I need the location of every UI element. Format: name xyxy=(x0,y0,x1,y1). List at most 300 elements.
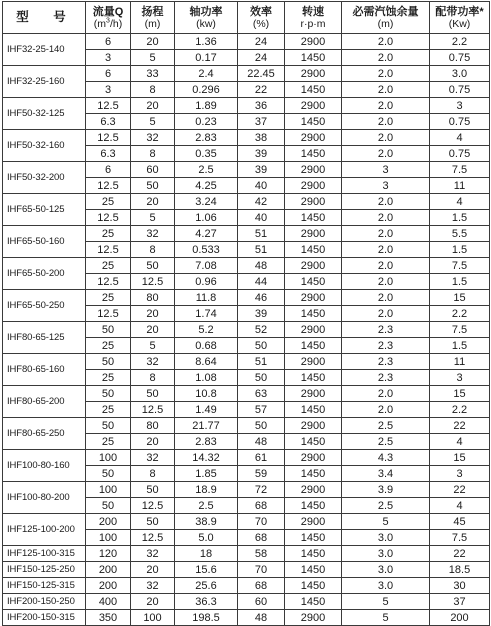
power-cell: 14.32 xyxy=(175,450,238,466)
flow-cell: 50 xyxy=(86,498,131,514)
motor-power-cell: 7.5 xyxy=(430,258,490,274)
head-cell: 32 xyxy=(131,546,175,562)
speed-cell: 1450 xyxy=(285,210,342,226)
flow-cell: 12.5 xyxy=(86,130,131,146)
table-row xyxy=(3,322,490,338)
power-cell: 1.74 xyxy=(175,306,238,322)
npsh-cell: 2.0 xyxy=(342,130,430,146)
speed-cell: 1450 xyxy=(285,578,342,594)
speed-cell: 1450 xyxy=(285,146,342,162)
head-cell: 5 xyxy=(131,210,175,226)
header-head: 扬程 (m) xyxy=(131,2,175,34)
head-cell: 5 xyxy=(131,114,175,130)
flow-cell: 100 xyxy=(86,450,131,466)
efficiency-cell: 22.45 xyxy=(238,66,285,82)
motor-power-cell: 22 xyxy=(430,418,490,434)
npsh-cell: 3.0 xyxy=(342,578,430,594)
flow-cell: 25 xyxy=(86,370,131,386)
npsh-cell: 2.0 xyxy=(342,290,430,306)
power-cell: 18.9 xyxy=(175,482,238,498)
power-cell: 8.64 xyxy=(175,354,238,370)
speed-cell: 1450 xyxy=(285,434,342,450)
motor-power-cell: 22 xyxy=(430,546,490,562)
power-cell: 11.8 xyxy=(175,290,238,306)
motor-power-cell: 2.2 xyxy=(430,402,490,418)
npsh-cell: 2.3 xyxy=(342,322,430,338)
table-row xyxy=(3,290,490,306)
speed-cell: 1450 xyxy=(285,274,342,290)
flow-cell: 25 xyxy=(86,226,131,242)
speed-cell: 2900 xyxy=(285,178,342,194)
table-row xyxy=(3,546,490,562)
table-row xyxy=(3,354,490,370)
power-cell: 2.83 xyxy=(175,434,238,450)
efficiency-cell: 48 xyxy=(238,434,285,450)
head-cell: 5 xyxy=(131,50,175,66)
speed-cell: 1450 xyxy=(285,306,342,322)
table-row xyxy=(3,562,490,578)
npsh-cell: 2.0 xyxy=(342,242,430,258)
head-cell: 20 xyxy=(131,306,175,322)
motor-power-cell: 37 xyxy=(430,594,490,610)
model-cell: IHF32-25-140 xyxy=(3,34,86,66)
model-cell: IHF80-65-125 xyxy=(3,322,86,354)
efficiency-cell: 24 xyxy=(238,50,285,66)
power-cell: 36.3 xyxy=(175,594,238,610)
npsh-cell: 5 xyxy=(342,594,430,610)
flow-cell: 3 xyxy=(86,82,131,98)
speed-cell: 2900 xyxy=(285,66,342,82)
efficiency-cell: 61 xyxy=(238,450,285,466)
npsh-cell: 3.0 xyxy=(342,546,430,562)
npsh-cell: 2.0 xyxy=(342,402,430,418)
motor-power-cell: 45 xyxy=(430,514,490,530)
table-body xyxy=(3,34,490,626)
head-cell: 20 xyxy=(131,98,175,114)
flow-cell: 6.3 xyxy=(86,146,131,162)
flow-cell: 6 xyxy=(86,34,131,50)
efficiency-cell: 42 xyxy=(238,194,285,210)
head-cell: 33 xyxy=(131,66,175,82)
flow-cell: 100 xyxy=(86,530,131,546)
npsh-cell: 2.0 xyxy=(342,34,430,50)
head-cell: 8 xyxy=(131,370,175,386)
table-row xyxy=(3,258,490,274)
npsh-cell: 2.0 xyxy=(342,274,430,290)
header-npsh: 必需汽蚀余量 (m) xyxy=(342,2,430,34)
table-row xyxy=(3,418,490,434)
head-cell: 50 xyxy=(131,482,175,498)
table-row xyxy=(3,66,490,82)
model-cell: IHF100-80-160 xyxy=(3,450,86,482)
npsh-cell: 2.0 xyxy=(342,114,430,130)
npsh-cell: 2.0 xyxy=(342,194,430,210)
table-row xyxy=(3,98,490,114)
pump-spec-table xyxy=(2,1,490,626)
power-cell: 5.0 xyxy=(175,530,238,546)
head-cell: 50 xyxy=(131,258,175,274)
efficiency-cell: 46 xyxy=(238,290,285,306)
flow-cell: 100 xyxy=(86,482,131,498)
efficiency-cell: 63 xyxy=(238,386,285,402)
efficiency-cell: 44 xyxy=(238,274,285,290)
power-cell: 10.8 xyxy=(175,386,238,402)
flow-cell: 12.5 xyxy=(86,306,131,322)
power-cell: 0.96 xyxy=(175,274,238,290)
model-cell: IHF65-50-160 xyxy=(3,226,86,258)
table-row xyxy=(3,386,490,402)
model-cell: IHF80-65-200 xyxy=(3,386,86,418)
head-cell: 80 xyxy=(131,290,175,306)
flow-cell: 12.5 xyxy=(86,210,131,226)
model-cell: IHF50-32-200 xyxy=(3,162,86,194)
motor-power-cell: 0.75 xyxy=(430,146,490,162)
flow-cell: 25 xyxy=(86,258,131,274)
flow-cell: 6.3 xyxy=(86,114,131,130)
efficiency-cell: 72 xyxy=(238,482,285,498)
motor-power-cell: 3 xyxy=(430,466,490,482)
model-cell: IHF65-50-250 xyxy=(3,290,86,322)
npsh-cell: 3.9 xyxy=(342,482,430,498)
power-cell: 15.6 xyxy=(175,562,238,578)
efficiency-cell: 48 xyxy=(238,258,285,274)
efficiency-cell: 40 xyxy=(238,210,285,226)
motor-power-cell: 5.5 xyxy=(430,226,490,242)
efficiency-cell: 70 xyxy=(238,514,285,530)
speed-cell: 2900 xyxy=(285,610,342,626)
flow-cell: 25 xyxy=(86,290,131,306)
power-cell: 38.9 xyxy=(175,514,238,530)
head-cell: 5 xyxy=(131,338,175,354)
motor-power-cell: 0.75 xyxy=(430,114,490,130)
npsh-cell: 2.0 xyxy=(342,66,430,82)
efficiency-cell: 50 xyxy=(238,370,285,386)
efficiency-cell: 68 xyxy=(238,530,285,546)
motor-power-cell: 30 xyxy=(430,578,490,594)
header-efficiency: 效率 (%) xyxy=(238,2,285,34)
flow-cell: 50 xyxy=(86,386,131,402)
power-cell: 3.24 xyxy=(175,194,238,210)
flow-cell: 25 xyxy=(86,194,131,210)
table-row xyxy=(3,482,490,498)
motor-power-cell: 2.2 xyxy=(430,306,490,322)
flow-cell: 200 xyxy=(86,578,131,594)
pump-spec-document xyxy=(2,1,489,626)
head-cell: 20 xyxy=(131,562,175,578)
table-row xyxy=(3,450,490,466)
flow-cell: 50 xyxy=(86,418,131,434)
speed-cell: 2900 xyxy=(285,194,342,210)
power-cell: 1.08 xyxy=(175,370,238,386)
power-cell: 2.5 xyxy=(175,162,238,178)
motor-power-cell: 1.5 xyxy=(430,338,490,354)
power-cell: 1.36 xyxy=(175,34,238,50)
motor-power-cell: 7.5 xyxy=(430,322,490,338)
head-cell: 32 xyxy=(131,226,175,242)
speed-cell: 2900 xyxy=(285,386,342,402)
power-cell: 0.533 xyxy=(175,242,238,258)
npsh-cell: 2.0 xyxy=(342,226,430,242)
power-cell: 2.5 xyxy=(175,498,238,514)
power-cell: 0.17 xyxy=(175,50,238,66)
flow-cell: 25 xyxy=(86,402,131,418)
speed-cell: 2900 xyxy=(285,130,342,146)
power-cell: 0.68 xyxy=(175,338,238,354)
efficiency-cell: 68 xyxy=(238,578,285,594)
speed-cell: 2900 xyxy=(285,322,342,338)
flow-cell: 6 xyxy=(86,162,131,178)
efficiency-cell: 24 xyxy=(238,34,285,50)
motor-power-cell: 4 xyxy=(430,434,490,450)
head-cell: 32 xyxy=(131,578,175,594)
motor-power-cell: 200 xyxy=(430,610,490,626)
motor-power-cell: 3 xyxy=(430,370,490,386)
table-row xyxy=(3,226,490,242)
flow-cell: 400 xyxy=(86,594,131,610)
npsh-cell: 2.5 xyxy=(342,498,430,514)
model-cell: IHF50-32-160 xyxy=(3,130,86,162)
flow-cell: 12.5 xyxy=(86,178,131,194)
head-cell: 20 xyxy=(131,594,175,610)
motor-power-cell: 18.5 xyxy=(430,562,490,578)
motor-power-cell: 11 xyxy=(430,354,490,370)
power-cell: 25.6 xyxy=(175,578,238,594)
npsh-cell: 2.5 xyxy=(342,434,430,450)
speed-cell: 1450 xyxy=(285,498,342,514)
efficiency-cell: 36 xyxy=(238,98,285,114)
speed-cell: 1450 xyxy=(285,82,342,98)
flow-cell: 200 xyxy=(86,514,131,530)
power-cell: 2.83 xyxy=(175,130,238,146)
npsh-cell: 3.0 xyxy=(342,530,430,546)
motor-power-cell: 4 xyxy=(430,194,490,210)
npsh-cell: 2.0 xyxy=(342,146,430,162)
motor-power-cell: 4 xyxy=(430,498,490,514)
efficiency-cell: 38 xyxy=(238,130,285,146)
flow-cell: 200 xyxy=(86,562,131,578)
motor-power-cell: 7.5 xyxy=(430,162,490,178)
speed-cell: 1450 xyxy=(285,594,342,610)
npsh-cell: 2.3 xyxy=(342,338,430,354)
model-cell: IHF80-65-250 xyxy=(3,418,86,450)
power-cell: 1.85 xyxy=(175,466,238,482)
speed-cell: 2900 xyxy=(285,162,342,178)
model-cell: IHF50-32-125 xyxy=(3,98,86,130)
motor-power-cell: 0.75 xyxy=(430,50,490,66)
table-row xyxy=(3,34,490,50)
speed-cell: 2900 xyxy=(285,98,342,114)
motor-power-cell: 4 xyxy=(430,130,490,146)
power-cell: 5.2 xyxy=(175,322,238,338)
flow-cell: 3 xyxy=(86,50,131,66)
flow-cell: 25 xyxy=(86,434,131,450)
model-cell: IHF65-50-125 xyxy=(3,194,86,226)
npsh-cell: 5 xyxy=(342,610,430,626)
speed-cell: 1450 xyxy=(285,114,342,130)
efficiency-cell: 50 xyxy=(238,338,285,354)
npsh-cell: 3.0 xyxy=(342,562,430,578)
flow-cell: 50 xyxy=(86,354,131,370)
head-cell: 60 xyxy=(131,162,175,178)
npsh-cell: 2.0 xyxy=(342,210,430,226)
flow-cell: 6 xyxy=(86,66,131,82)
model-cell: IHF32-25-160 xyxy=(3,66,86,98)
speed-cell: 2900 xyxy=(285,226,342,242)
model-cell: IHF65-50-200 xyxy=(3,258,86,290)
npsh-cell: 2.0 xyxy=(342,386,430,402)
model-cell: IHF200-150-315 xyxy=(3,610,86,626)
power-cell: 1.49 xyxy=(175,402,238,418)
head-cell: 20 xyxy=(131,34,175,50)
efficiency-cell: 57 xyxy=(238,402,285,418)
efficiency-cell: 51 xyxy=(238,354,285,370)
motor-power-cell: 7.5 xyxy=(430,530,490,546)
speed-cell: 2900 xyxy=(285,34,342,50)
header-speed: 转速 r·p·m xyxy=(285,2,342,34)
motor-power-cell: 22 xyxy=(430,482,490,498)
header-power: 轴功率 (kw) xyxy=(175,2,238,34)
speed-cell: 1450 xyxy=(285,402,342,418)
header-flow: 流量Q $(m^3/h)$ xyxy=(86,2,131,34)
npsh-cell: 5 xyxy=(342,514,430,530)
efficiency-cell: 22 xyxy=(238,82,285,98)
speed-cell: 2900 xyxy=(285,290,342,306)
speed-cell: 1450 xyxy=(285,370,342,386)
flow-cell: 12.5 xyxy=(86,242,131,258)
head-cell: 8 xyxy=(131,146,175,162)
head-cell: 12.5 xyxy=(131,530,175,546)
npsh-cell: 4.3 xyxy=(342,450,430,466)
npsh-cell: 2.3 xyxy=(342,354,430,370)
head-cell: 8 xyxy=(131,242,175,258)
power-cell: 1.89 xyxy=(175,98,238,114)
table-row xyxy=(3,162,490,178)
npsh-cell: 2.3 xyxy=(342,370,430,386)
header-row xyxy=(3,2,490,34)
efficiency-cell: 52 xyxy=(238,322,285,338)
model-cell: IHF125-100-315 xyxy=(3,546,86,562)
efficiency-cell: 39 xyxy=(238,146,285,162)
flow-cell: 25 xyxy=(86,338,131,354)
power-cell: 1.06 xyxy=(175,210,238,226)
power-cell: 198.5 xyxy=(175,610,238,626)
model-cell: IHF125-100-200 xyxy=(3,514,86,546)
motor-power-cell: 15 xyxy=(430,450,490,466)
speed-cell: 1450 xyxy=(285,242,342,258)
head-cell: 100 xyxy=(131,610,175,626)
head-cell: 50 xyxy=(131,386,175,402)
power-cell: 4.25 xyxy=(175,178,238,194)
table-row xyxy=(3,514,490,530)
efficiency-cell: 68 xyxy=(238,498,285,514)
motor-power-cell: 11 xyxy=(430,178,490,194)
efficiency-cell: 39 xyxy=(238,306,285,322)
motor-power-cell: 1.5 xyxy=(430,242,490,258)
speed-cell: 2900 xyxy=(285,418,342,434)
power-cell: 0.35 xyxy=(175,146,238,162)
npsh-cell: 2.0 xyxy=(342,50,430,66)
motor-power-cell: 3.0 xyxy=(430,66,490,82)
npsh-cell: 3 xyxy=(342,178,430,194)
speed-cell: 2900 xyxy=(285,258,342,274)
table-row xyxy=(3,578,490,594)
speed-cell: 2900 xyxy=(285,450,342,466)
speed-cell: 2900 xyxy=(285,482,342,498)
npsh-cell: 2.0 xyxy=(342,82,430,98)
flow-cell: 50 xyxy=(86,322,131,338)
motor-power-cell: 1.5 xyxy=(430,210,490,226)
power-cell: 2.4 xyxy=(175,66,238,82)
power-cell: 21.77 xyxy=(175,418,238,434)
header-model: 型 号 xyxy=(3,2,86,34)
speed-cell: 2900 xyxy=(285,354,342,370)
power-cell: 0.296 xyxy=(175,82,238,98)
motor-power-cell: 15 xyxy=(430,386,490,402)
head-cell: 32 xyxy=(131,130,175,146)
motor-power-cell: 15 xyxy=(430,290,490,306)
npsh-cell: 3 xyxy=(342,162,430,178)
flow-cell: 350 xyxy=(86,610,131,626)
efficiency-cell: 39 xyxy=(238,162,285,178)
head-cell: 20 xyxy=(131,194,175,210)
speed-cell: 1450 xyxy=(285,546,342,562)
table-row xyxy=(3,594,490,610)
head-cell: 8 xyxy=(131,466,175,482)
power-cell: 7.08 xyxy=(175,258,238,274)
speed-cell: 1450 xyxy=(285,50,342,66)
efficiency-cell: 37 xyxy=(238,114,285,130)
npsh-cell: 2.0 xyxy=(342,98,430,114)
speed-cell: 1450 xyxy=(285,338,342,354)
npsh-cell: 3.4 xyxy=(342,466,430,482)
motor-power-cell: 3 xyxy=(430,98,490,114)
speed-cell: 1450 xyxy=(285,466,342,482)
model-cell: IHF200-150-250 xyxy=(3,594,86,610)
head-cell: 20 xyxy=(131,434,175,450)
head-cell: 32 xyxy=(131,354,175,370)
flow-cell: 50 xyxy=(86,466,131,482)
speed-cell: 1450 xyxy=(285,562,342,578)
head-cell: 50 xyxy=(131,178,175,194)
head-cell: 80 xyxy=(131,418,175,434)
speed-cell: 2900 xyxy=(285,514,342,530)
model-cell: IHF100-80-200 xyxy=(3,482,86,514)
efficiency-cell: 50 xyxy=(238,418,285,434)
npsh-cell: 2.0 xyxy=(342,306,430,322)
efficiency-cell: 51 xyxy=(238,242,285,258)
motor-power-cell: 2.2 xyxy=(430,34,490,50)
head-cell: 32 xyxy=(131,450,175,466)
head-cell: 12.5 xyxy=(131,274,175,290)
efficiency-cell: 59 xyxy=(238,466,285,482)
power-cell: 18 xyxy=(175,546,238,562)
efficiency-cell: 48 xyxy=(238,610,285,626)
flow-cell: 12.5 xyxy=(86,274,131,290)
npsh-cell: 2.0 xyxy=(342,258,430,274)
efficiency-cell: 51 xyxy=(238,226,285,242)
table-row xyxy=(3,130,490,146)
npsh-cell: 2.5 xyxy=(342,418,430,434)
model-cell: IHF150-125-315 xyxy=(3,578,86,594)
motor-power-cell: 0.75 xyxy=(430,82,490,98)
flow-cell: 120 xyxy=(86,546,131,562)
head-cell: 12.5 xyxy=(131,402,175,418)
head-cell: 50 xyxy=(131,514,175,530)
motor-power-cell: 1.5 xyxy=(430,274,490,290)
model-cell: IHF150-125-250 xyxy=(3,562,86,578)
head-cell: 12.5 xyxy=(131,498,175,514)
efficiency-cell: 58 xyxy=(238,546,285,562)
